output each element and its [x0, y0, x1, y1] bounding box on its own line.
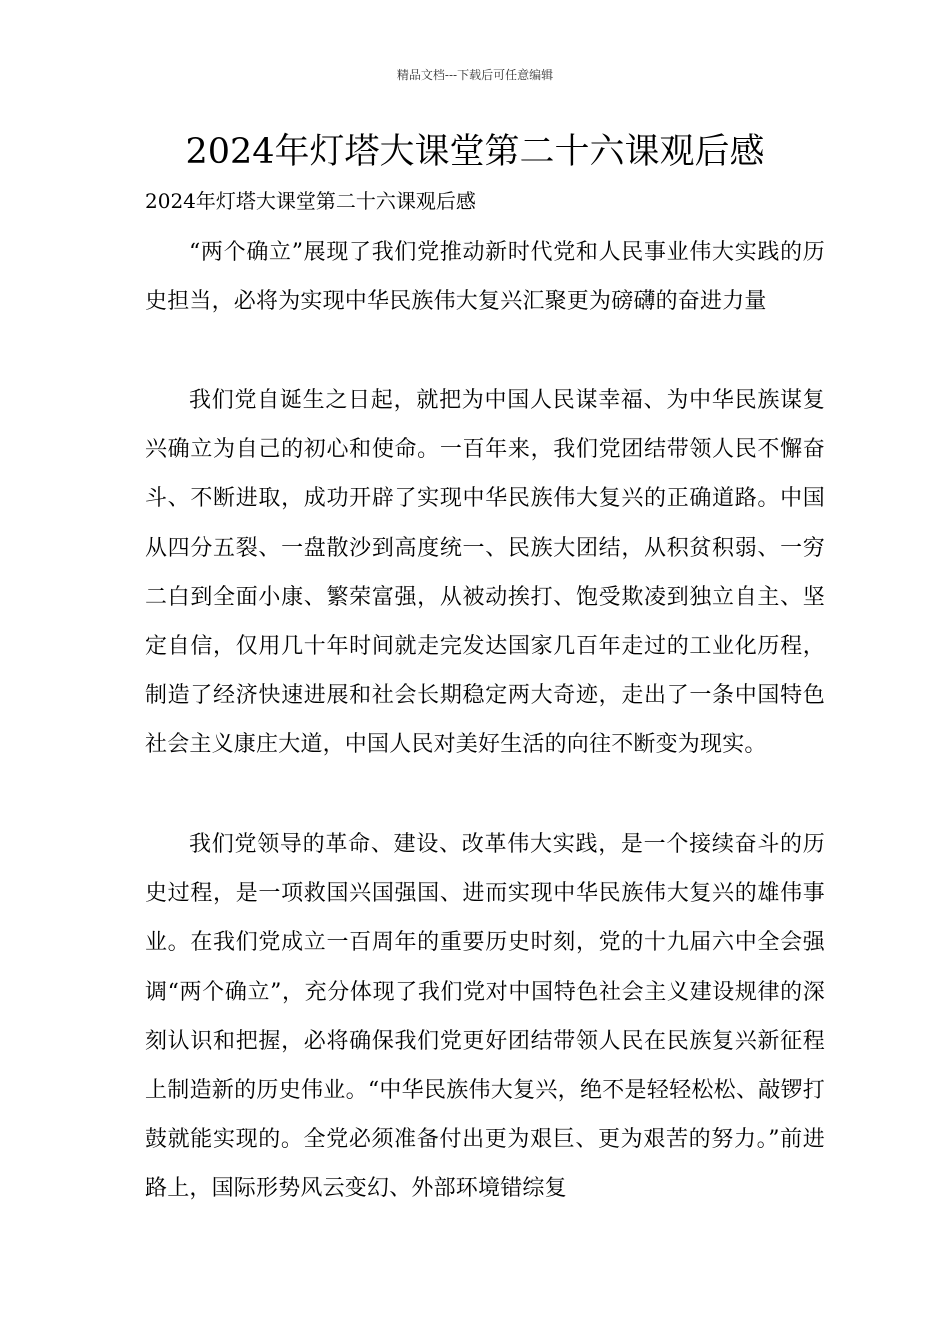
document-title: 2024年灯塔大课堂第二十六课观后感	[185, 132, 765, 172]
paragraph-1: “两个确立”展现了我们党推动新时代党和人民事业伟大实践的历史担当，必将为实现中华民族伟大复兴汇聚更为磅礴的奋进力量	[145, 240, 825, 315]
paragraph-3: 我们党领导的革命、建设、改革伟大实践，是一个接续奋斗的历史过程，是一项救国兴国强国、进而实现中华民族伟大复兴的雄伟事业。在我们党成立一百周年的重要历史时刻，党的十九届六中全会强调“两个确立”，充分体现了我们党对中国特色社会主义建设规律的深刻认识和把握，必将确保我们党更好团结带领人民在民族复兴新征程上制造新的历史伟业。“中华民族伟大复兴，绝不是轻轻松松、敲锣打鼓就能实现的。全党必须准备付出更为艰巨、更为艰苦的努力。”前进路上，国际形势风云变幻、外部环境错综复	[145, 832, 825, 1202]
document-subtitle: 2024年灯塔大课堂第二十六课观后感	[145, 189, 476, 213]
page-header-note: 精品文档---下载后可任意编辑	[396, 68, 554, 82]
paragraph-2: 我们党自诞生之日起，就把为中国人民谋幸福、为中华民族谋复兴确立为自己的初心和使命。一百年来，我们党团结带领人民不懈奋斗、不断进取，成功开辟了实现中华民族伟大复兴的正确道路。中国从四分五裂、一盘散沙到高度统一、民族大团结，从积贫积弱、一穷二白到全面小康、繁荣富强，从被动挨打、饱受欺凌到独立自主、坚定自信，仅用几十年时间就走完发达国家几百年走过的工业化历程，制造了经济快速进展和社会长期稳定两大奇迹，走出了一条中国特色社会主义康庄大道，中国人民对美好生活的向往不断变为现实。	[145, 388, 825, 758]
